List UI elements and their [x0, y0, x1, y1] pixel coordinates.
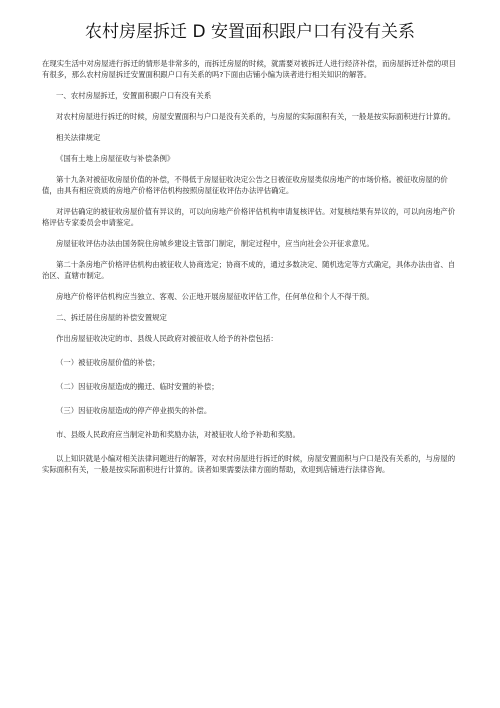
document-body	[42, 58, 458, 475]
law-title: 《国有土地上房屋征收与补偿条例》	[56, 154, 175, 163]
article-paragraph: 第二十条房地产价格评估机构由被征收人协商选定；协商不成的，通过多数决定、随机选定等方式确定，具体办法由省、自治区、直辖市制定。	[42, 260, 456, 280]
conclusion-paragraph: 以上知识就是小编对相关法律问题进行的解答，对农村房屋进行拆迁的时候，房屋安置面积与户口是没有关系的，与房屋的实际面积有关，一般是按实际面积进行计算的。读者如果需要法律方面的帮助，欢迎到店铺进行法律咨询。	[42, 454, 456, 474]
article-paragraph: 房屋征收评估办法由国务院住房城乡建设主管部门制定，制定过程中，应当向社会公开征求意见。	[56, 239, 374, 248]
list-item: （三）因征收房屋造成的停产停业损失的补偿。	[56, 406, 212, 415]
article-paragraph: 第十九条对被征收房屋价值的补偿，不得低于房屋征收决定公告之日被征收房屋类似房地产的市场价格。被征收房屋的价值，由具有相应资质的房地产价格评估机构按照房屋征收评估办法评估确定。	[42, 175, 448, 195]
article-paragraph: 对评估确定的被征收房屋价值有异议的，可以向房地产价格评估机构申请复核评估。对复核结果有异议的，可以向房地产价格评估专家委员会申请鉴定。	[42, 207, 456, 227]
document-title: 农村房屋拆迁 D 安置面积跟户口有没有关系	[85, 22, 415, 42]
body-paragraph: 市、县级人民政府应当制定补助和奖励办法，对被征收人给予补助和奖励。	[56, 430, 300, 439]
intro-paragraph: 在现实生活中对房屋进行拆迁的情形是非常多的，而拆迁房屋的时候，就需要对被拆迁人进行经济补偿，而房屋拆迁补偿的项目有很多，那么农村房屋拆迁安置面积跟户口有关系的吗?下面由店铺小编为读者进行相关知识的解答。	[42, 59, 456, 79]
list-item: （二）因征收房屋造成的搬迁、临时安置的补偿；	[56, 382, 219, 391]
body-paragraph: 作出房屋征收决定的市、县级人民政府对被征收人给予的补偿包括：	[56, 334, 278, 343]
section-heading-1: 一、农村房屋拆迁，安置面积跟户口有没有关系	[56, 91, 212, 100]
article-paragraph: 房地产价格评估机构应当独立、客观、公正地开展房屋征收评估工作，任何单位和个人不得干预。	[56, 292, 374, 301]
subheading-legal-basis: 相关法律规定	[56, 133, 101, 142]
body-paragraph: 对农村房屋进行拆迁的时候，房屋安置面积与户口是没有关系的，与房屋的实际面积有关，一般是按实际面积进行计算的。	[56, 112, 456, 121]
section-heading-2: 二、拆迁居住房屋的补偿安置规定	[56, 313, 167, 322]
list-item: （一）被征收房屋价值的补偿；	[56, 358, 160, 367]
